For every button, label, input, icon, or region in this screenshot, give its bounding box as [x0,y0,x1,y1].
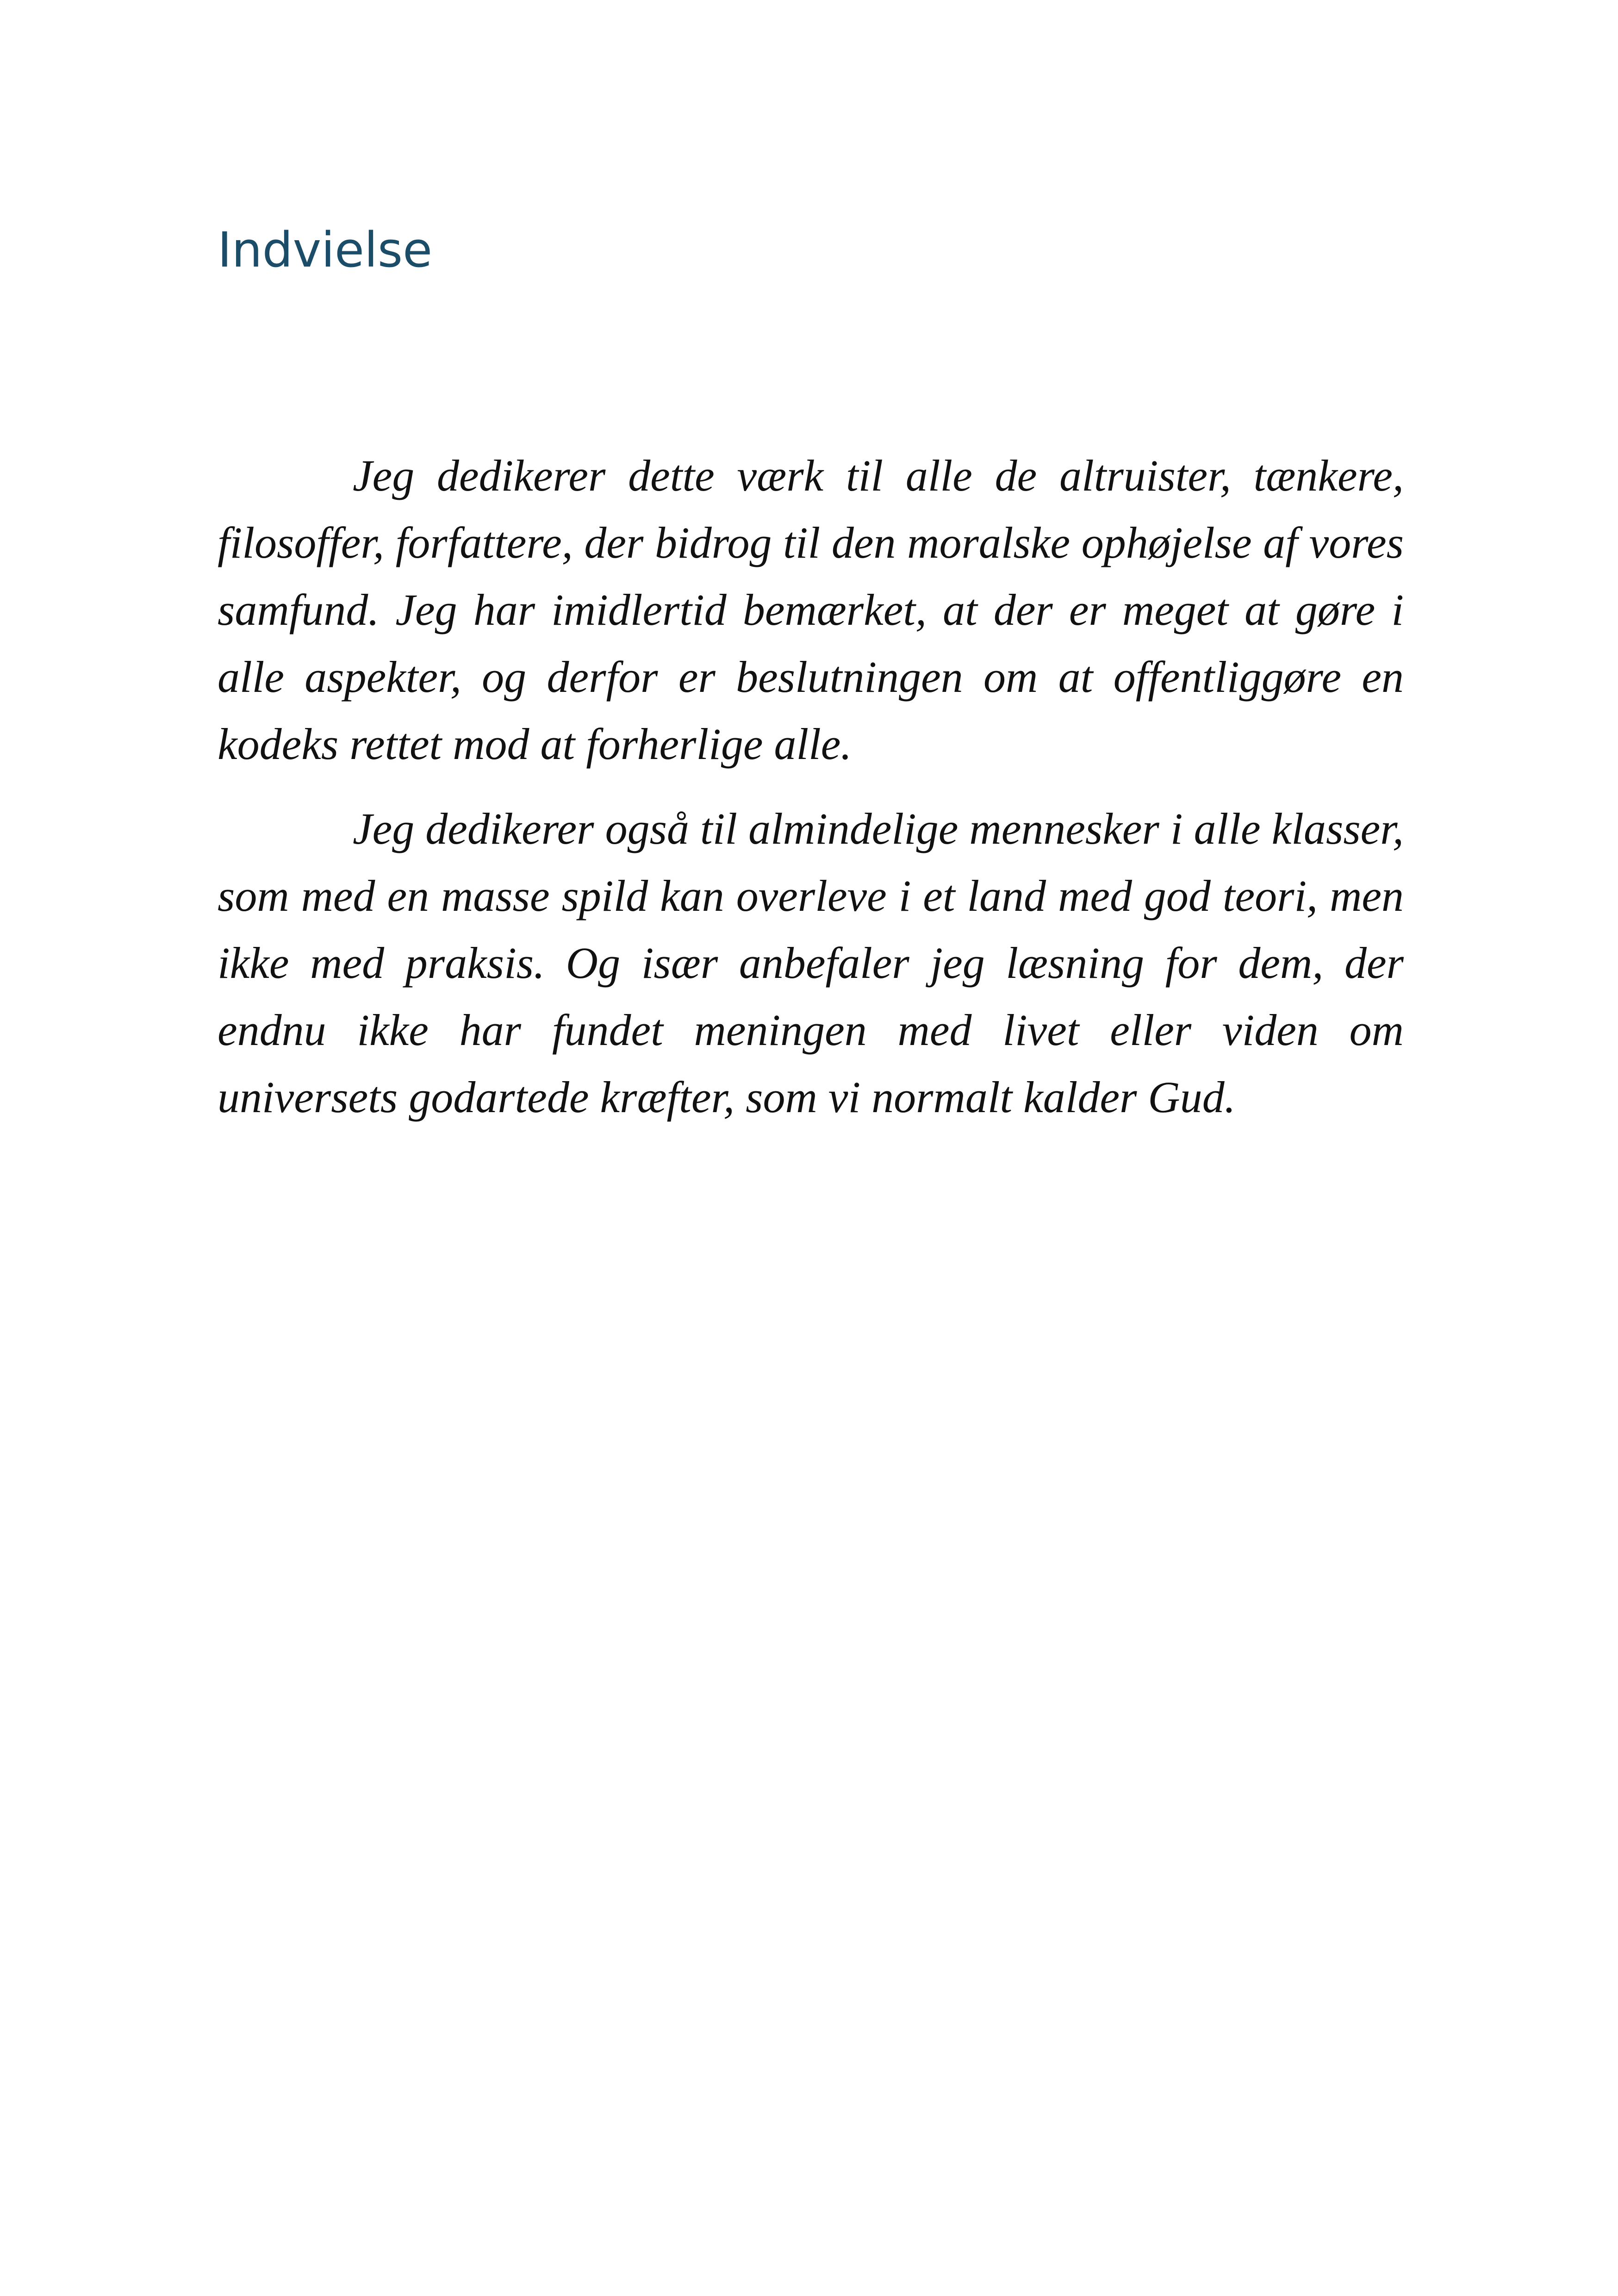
dedication-paragraph-1: Jeg dedikerer dette værk til alle de altruister, tænkere, filosoffer, forfattere, der bidrog til den moralske ophøjelse af vores samfund. Jeg har imidlertid bemærket, at der er meget at gøre i alle aspekter, og derfor er beslutningen om at offentliggøre en kodeks rettet mod at forherlige alle. [218,451,1404,769]
page-title: Indvielse [218,222,433,278]
dedication-paragraph-2: Jeg dedikerer også til almindelige mennesker i alle klasser, som med en masse spild kan overleve i et land med god teori, men ikke med praksis. Og især anbefaler jeg læsning for dem, der endnu ikke har fundet meningen med livet eller viden om universets godartede kræfter, som vi normalt kalder Gud. [218,804,1404,1122]
document-body [218,442,1404,1148]
